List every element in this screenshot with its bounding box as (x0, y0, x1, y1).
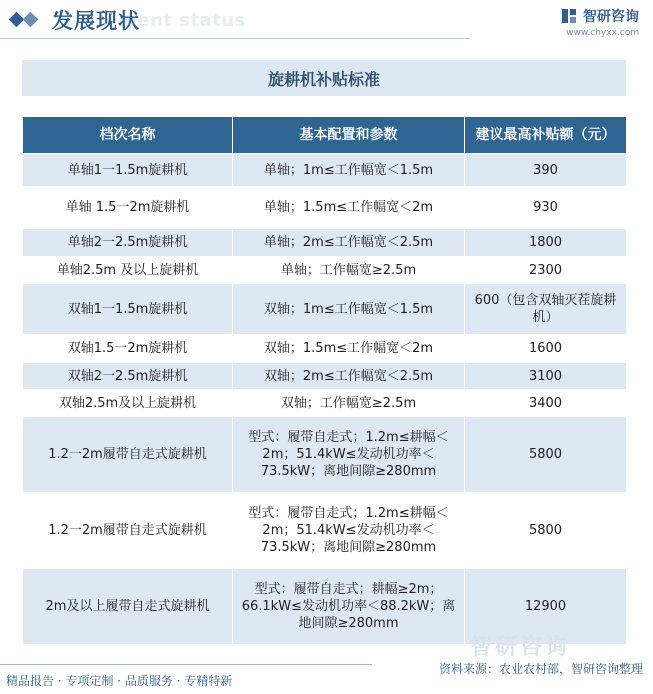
cell-grade: 2m及以上履带自走式旋耕机 (23, 569, 233, 645)
cell-config: 双轴；1m≤工作幅宽＜1.5m (233, 284, 465, 335)
page-header (0, 0, 653, 48)
cell-config: 型式：履带自走式；1.2m≤耕幅＜2m；51.4kW≤发动机功率＜73.5kW；离地间隙≥280mm (233, 417, 465, 493)
cell-grade: 双轴2一2.5m旋耕机 (23, 363, 233, 390)
column-header-subsidy: 建议最高补贴额（元） (465, 117, 627, 154)
table-row (23, 154, 627, 187)
brand-logo-icon (561, 8, 577, 24)
watermark-logo: 智研咨询 (470, 635, 571, 660)
table-row (23, 417, 627, 493)
table-row (23, 229, 627, 257)
cell-grade: 单轴 1.5一2m旋耕机 (23, 187, 233, 229)
column-header-grade: 档次名称 (23, 117, 233, 154)
cell-subsidy: 390 (465, 154, 627, 187)
cell-subsidy: 930 (465, 187, 627, 229)
diamond-bullet-icon (9, 12, 45, 28)
cell-subsidy: 5800 (465, 493, 627, 569)
table-title: 旋耕机补贴标准 (22, 60, 626, 96)
cell-subsidy: 12900 (465, 569, 627, 645)
cell-config: 型式：履带自走式；耕幅≥2m；66.1kW≤发动机功率＜88.2kW；离地间隙≥280mm (233, 569, 465, 645)
cell-config: 单轴；工作幅宽≥2.5m (233, 257, 465, 284)
table-row (23, 284, 627, 335)
cell-grade: 单轴2.5m 及以上旋耕机 (23, 257, 233, 284)
cell-config: 双轴；2m≤工作幅宽＜2.5m (233, 363, 465, 390)
cell-grade: 单轴1一1.5m旋耕机 (23, 154, 233, 187)
source-note: 资料来源：农业农村部，智研咨询整理 (438, 662, 643, 676)
section-title: 发展现状 (52, 9, 140, 33)
footer-divider (0, 664, 372, 665)
cell-subsidy: 5800 (465, 417, 627, 493)
cell-grade: 1.2一2m履带自走式旋耕机 (23, 493, 233, 569)
cell-grade: 1.2一2m履带自走式旋耕机 (23, 417, 233, 493)
table-header-row (23, 117, 627, 154)
column-header-config: 基本配置和参数 (233, 117, 465, 154)
cell-config: 双轴；工作幅宽≥2.5m (233, 390, 465, 417)
cell-grade: 双轴2.5m及以上旋耕机 (23, 390, 233, 417)
header-divider (0, 38, 470, 39)
cell-grade: 双轴1一1.5m旋耕机 (23, 284, 233, 335)
cell-subsidy: 3100 (465, 363, 627, 390)
cell-grade: 双轴1.5一2m旋耕机 (23, 335, 233, 363)
table-row (23, 187, 627, 229)
table-row (23, 390, 627, 417)
cell-subsidy: 2300 (465, 257, 627, 284)
brand-name: 智研咨询 (583, 9, 639, 25)
cell-subsidy: 3400 (465, 390, 627, 417)
brand-url[interactable]: www.chyxx.com (566, 28, 639, 38)
cell-config: 双轴；1.5m≤工作幅宽＜2m (233, 335, 465, 363)
cell-subsidy: 1800 (465, 229, 627, 257)
cell-config: 单轴；1m≤工作幅宽＜1.5m (233, 154, 465, 187)
cell-subsidy: 600（包含双轴灭茬旋耕机） (465, 284, 627, 335)
section-title-english: ment status (118, 10, 246, 31)
footer-slogan: 精品报告 · 专项定制 · 品质服务 · 专精特新 (6, 674, 233, 688)
cell-config: 单轴；1.5m≤工作幅宽＜2m (233, 187, 465, 229)
cell-grade: 单轴2一2.5m旋耕机 (23, 229, 233, 257)
cell-config: 单轴；2m≤工作幅宽＜2.5m (233, 229, 465, 257)
table-row (23, 335, 627, 363)
cell-config: 型式：履带自走式；1.2m≤耕幅＜2m；51.4kW≤发动机功率＜73.5kW；离地间隙≥280mm (233, 493, 465, 569)
table-row (23, 493, 627, 569)
subsidy-table (22, 116, 627, 645)
table-row (23, 257, 627, 284)
cell-subsidy: 1600 (465, 335, 627, 363)
table-row (23, 363, 627, 390)
brand-block (561, 6, 639, 38)
